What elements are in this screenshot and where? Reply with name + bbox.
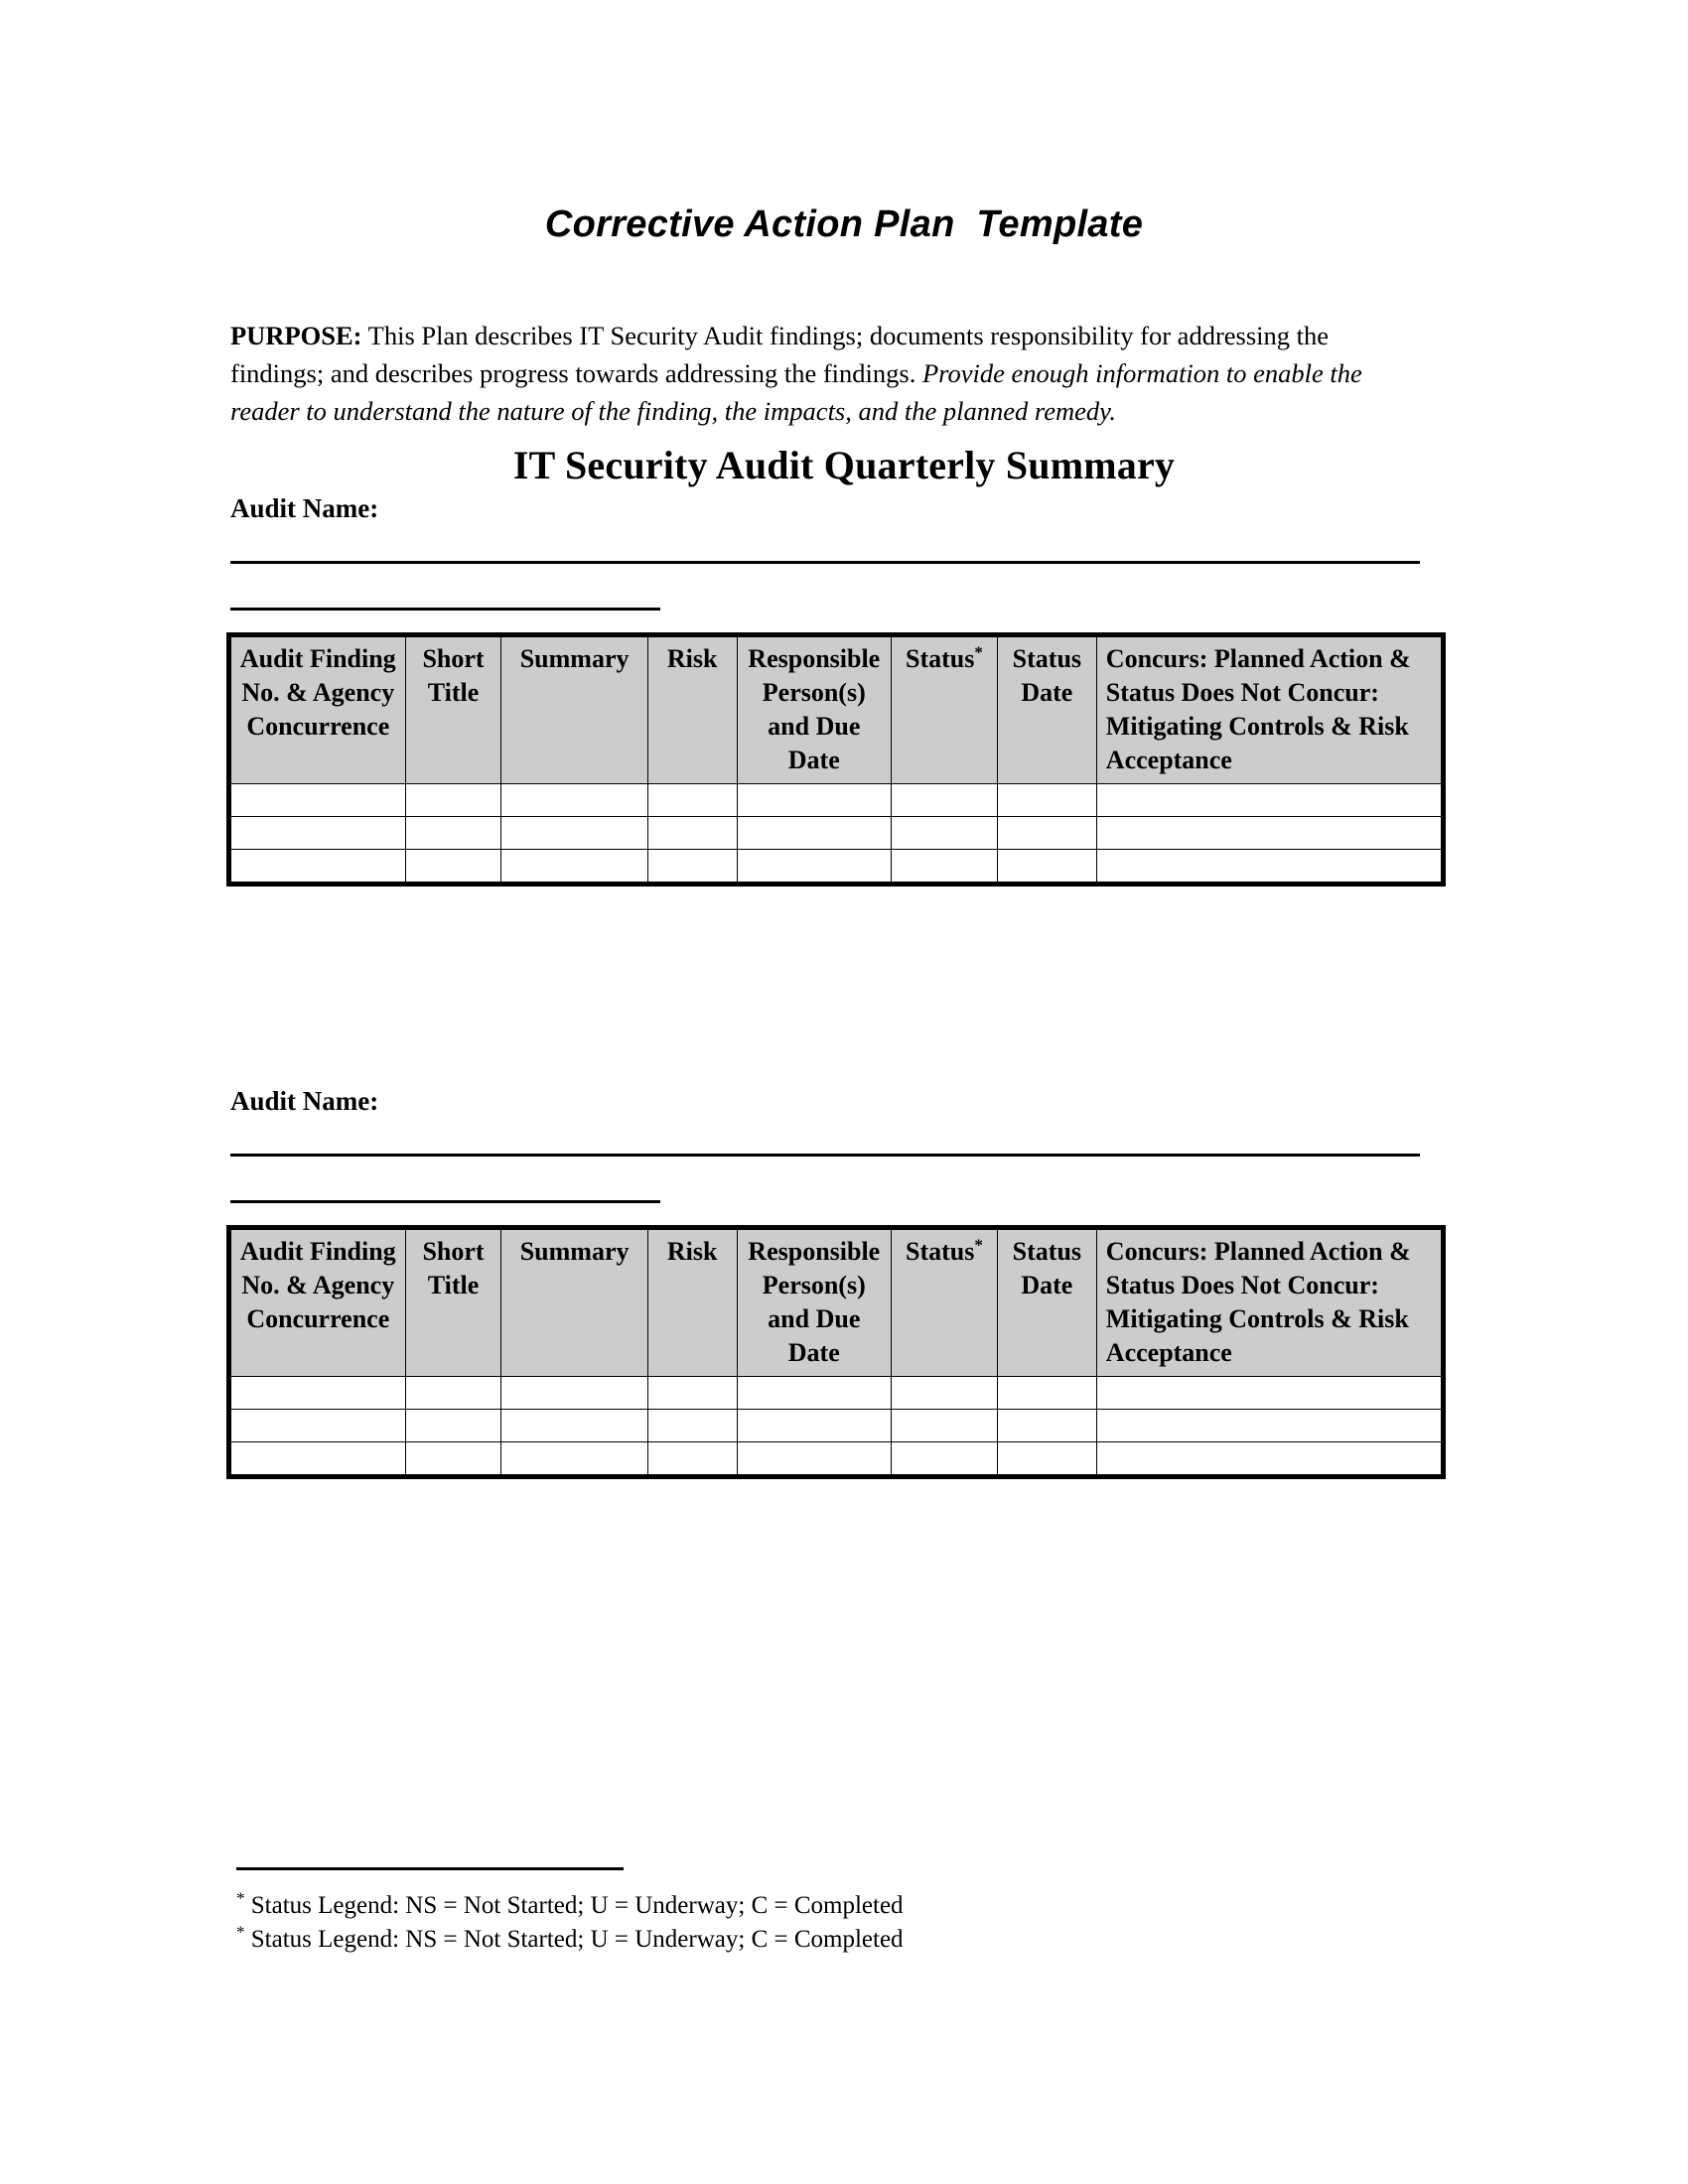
cell-status-date[interactable]: [997, 1410, 1096, 1442]
column-header-concurs: Concurs: Planned Action & Status Does Not Concur: Mitigating Controls & Risk Acceptance: [1096, 637, 1441, 784]
status-footnote-marker: *: [974, 1235, 983, 1255]
cell-summary[interactable]: [501, 850, 647, 883]
table-row[interactable]: [231, 817, 1442, 850]
footnote-text-2: Status Legend: NS = Not Started; U = Underway; C = Completed: [244, 1926, 904, 1953]
table-row[interactable]: [231, 1377, 1442, 1410]
column-header-responsible-persons: Responsible Person(s) and Due Date: [737, 637, 891, 784]
cell-audit-finding-no[interactable]: [231, 784, 406, 817]
audit-name-label-1: Audit Name:: [230, 493, 379, 523]
purpose-paragraph: [230, 317, 1427, 430]
cell-summary[interactable]: [501, 1442, 647, 1475]
footnote-marker-1: *: [236, 1888, 245, 1908]
column-header-summary: Summary: [501, 1230, 647, 1377]
column-header-status-text: Status: [906, 1237, 975, 1266]
cell-status[interactable]: [891, 784, 997, 817]
cell-risk[interactable]: [647, 817, 737, 850]
table-row[interactable]: [231, 784, 1442, 817]
cell-audit-finding-no[interactable]: [231, 1377, 406, 1410]
cell-concurs[interactable]: [1096, 1442, 1441, 1475]
audit-name-fill-line-2b[interactable]: [230, 1200, 660, 1203]
cell-short-title[interactable]: [405, 784, 501, 817]
purpose-label: PURPOSE:: [230, 320, 362, 350]
cell-concurs[interactable]: [1096, 784, 1441, 817]
cell-short-title[interactable]: [405, 1442, 501, 1475]
footnote-status-legend-2: [236, 1923, 904, 1957]
cell-responsible-persons[interactable]: [737, 1410, 891, 1442]
column-header-status-text: Status: [906, 644, 975, 673]
column-header-audit-finding-no: Audit Finding No. & Agency Concurrence: [231, 637, 406, 784]
cell-responsible-persons[interactable]: [737, 1377, 891, 1410]
cell-risk[interactable]: [647, 1377, 737, 1410]
cell-responsible-persons[interactable]: [737, 850, 891, 883]
audit-name-fill-line-1a[interactable]: [230, 561, 1420, 564]
footnote-status-legend-1: [236, 1889, 904, 1923]
cell-responsible-persons[interactable]: [737, 784, 891, 817]
cell-concurs[interactable]: [1096, 1377, 1441, 1410]
cell-summary[interactable]: [501, 784, 647, 817]
status-footnote-marker: *: [974, 642, 983, 662]
column-header-concurs: Concurs: Planned Action & Status Does Not Concur: Mitigating Controls & Risk Acceptance: [1096, 1230, 1441, 1377]
cell-audit-finding-no[interactable]: [231, 1410, 406, 1442]
cell-risk[interactable]: [647, 1442, 737, 1475]
column-header-risk: Risk: [647, 637, 737, 784]
cell-audit-finding-no[interactable]: [231, 817, 406, 850]
cell-status[interactable]: [891, 1410, 997, 1442]
table-row[interactable]: [231, 850, 1442, 883]
audit-name-fill-line-2a[interactable]: [230, 1154, 1420, 1157]
purpose-body: This Plan describes IT Security Audit findings; documents responsibility for addressing the findings; and describes progress towards addressing the findings.: [230, 320, 1330, 388]
cell-concurs[interactable]: [1096, 850, 1441, 883]
cell-status[interactable]: [891, 817, 997, 850]
cell-status-date[interactable]: [997, 850, 1096, 883]
column-header-status-date: Status Date: [997, 637, 1096, 784]
cell-status[interactable]: [891, 1377, 997, 1410]
cell-summary[interactable]: [501, 817, 647, 850]
cell-short-title[interactable]: [405, 817, 501, 850]
cell-responsible-persons[interactable]: [737, 1442, 891, 1475]
column-header-status-date: Status Date: [997, 1230, 1096, 1377]
cell-summary[interactable]: [501, 1377, 647, 1410]
column-header-short-title: Short Title: [405, 637, 501, 784]
cell-risk[interactable]: [647, 784, 737, 817]
column-header-risk: Risk: [647, 1230, 737, 1377]
cell-status[interactable]: [891, 850, 997, 883]
cell-responsible-persons[interactable]: [737, 817, 891, 850]
table-row[interactable]: [231, 1442, 1442, 1475]
column-header-summary: Summary: [501, 637, 647, 784]
document-title: Corrective Action Plan Template: [544, 204, 1144, 245]
table-header-row: [231, 637, 1442, 784]
cell-risk[interactable]: [647, 850, 737, 883]
cell-status[interactable]: [891, 1442, 997, 1475]
cell-short-title[interactable]: [405, 1377, 501, 1410]
cell-summary[interactable]: [501, 1410, 647, 1442]
cell-audit-finding-no[interactable]: [231, 850, 406, 883]
column-header-audit-finding-no: Audit Finding No. & Agency Concurrence: [231, 1230, 406, 1377]
cell-short-title[interactable]: [405, 850, 501, 883]
table-header-row: [231, 1230, 1442, 1377]
column-header-responsible-persons: Responsible Person(s) and Due Date: [737, 1230, 891, 1377]
column-header-short-title: Short Title: [405, 1230, 501, 1377]
quarterly-summary-table-2: [226, 1225, 1446, 1479]
quarterly-summary-table-1: [226, 632, 1446, 887]
audit-name-label-2: Audit Name:: [230, 1086, 379, 1116]
audit-name-fill-line-1b[interactable]: [230, 608, 660, 611]
cell-status-date[interactable]: [997, 1442, 1096, 1475]
cell-short-title[interactable]: [405, 1410, 501, 1442]
cell-status-date[interactable]: [997, 784, 1096, 817]
purpose-italic-note: Provide enough information to enable the reader to understand the nature of the finding, the impacts, and the planned remedy.: [230, 357, 1362, 426]
section-heading: IT Security Audit Quarterly Summary: [512, 443, 1176, 487]
cell-concurs[interactable]: [1096, 817, 1441, 850]
footnote-separator: [236, 1867, 624, 1870]
cell-status-date[interactable]: [997, 1377, 1096, 1410]
footnote-text-1: Status Legend: NS = Not Started; U = Underway; C = Completed: [244, 1892, 904, 1919]
column-header-status: [891, 637, 997, 784]
cell-status-date[interactable]: [997, 817, 1096, 850]
cell-audit-finding-no[interactable]: [231, 1442, 406, 1475]
footnote-marker-2: *: [236, 1922, 245, 1942]
table-row[interactable]: [231, 1410, 1442, 1442]
cell-risk[interactable]: [647, 1410, 737, 1442]
cell-concurs[interactable]: [1096, 1410, 1441, 1442]
column-header-status: [891, 1230, 997, 1377]
